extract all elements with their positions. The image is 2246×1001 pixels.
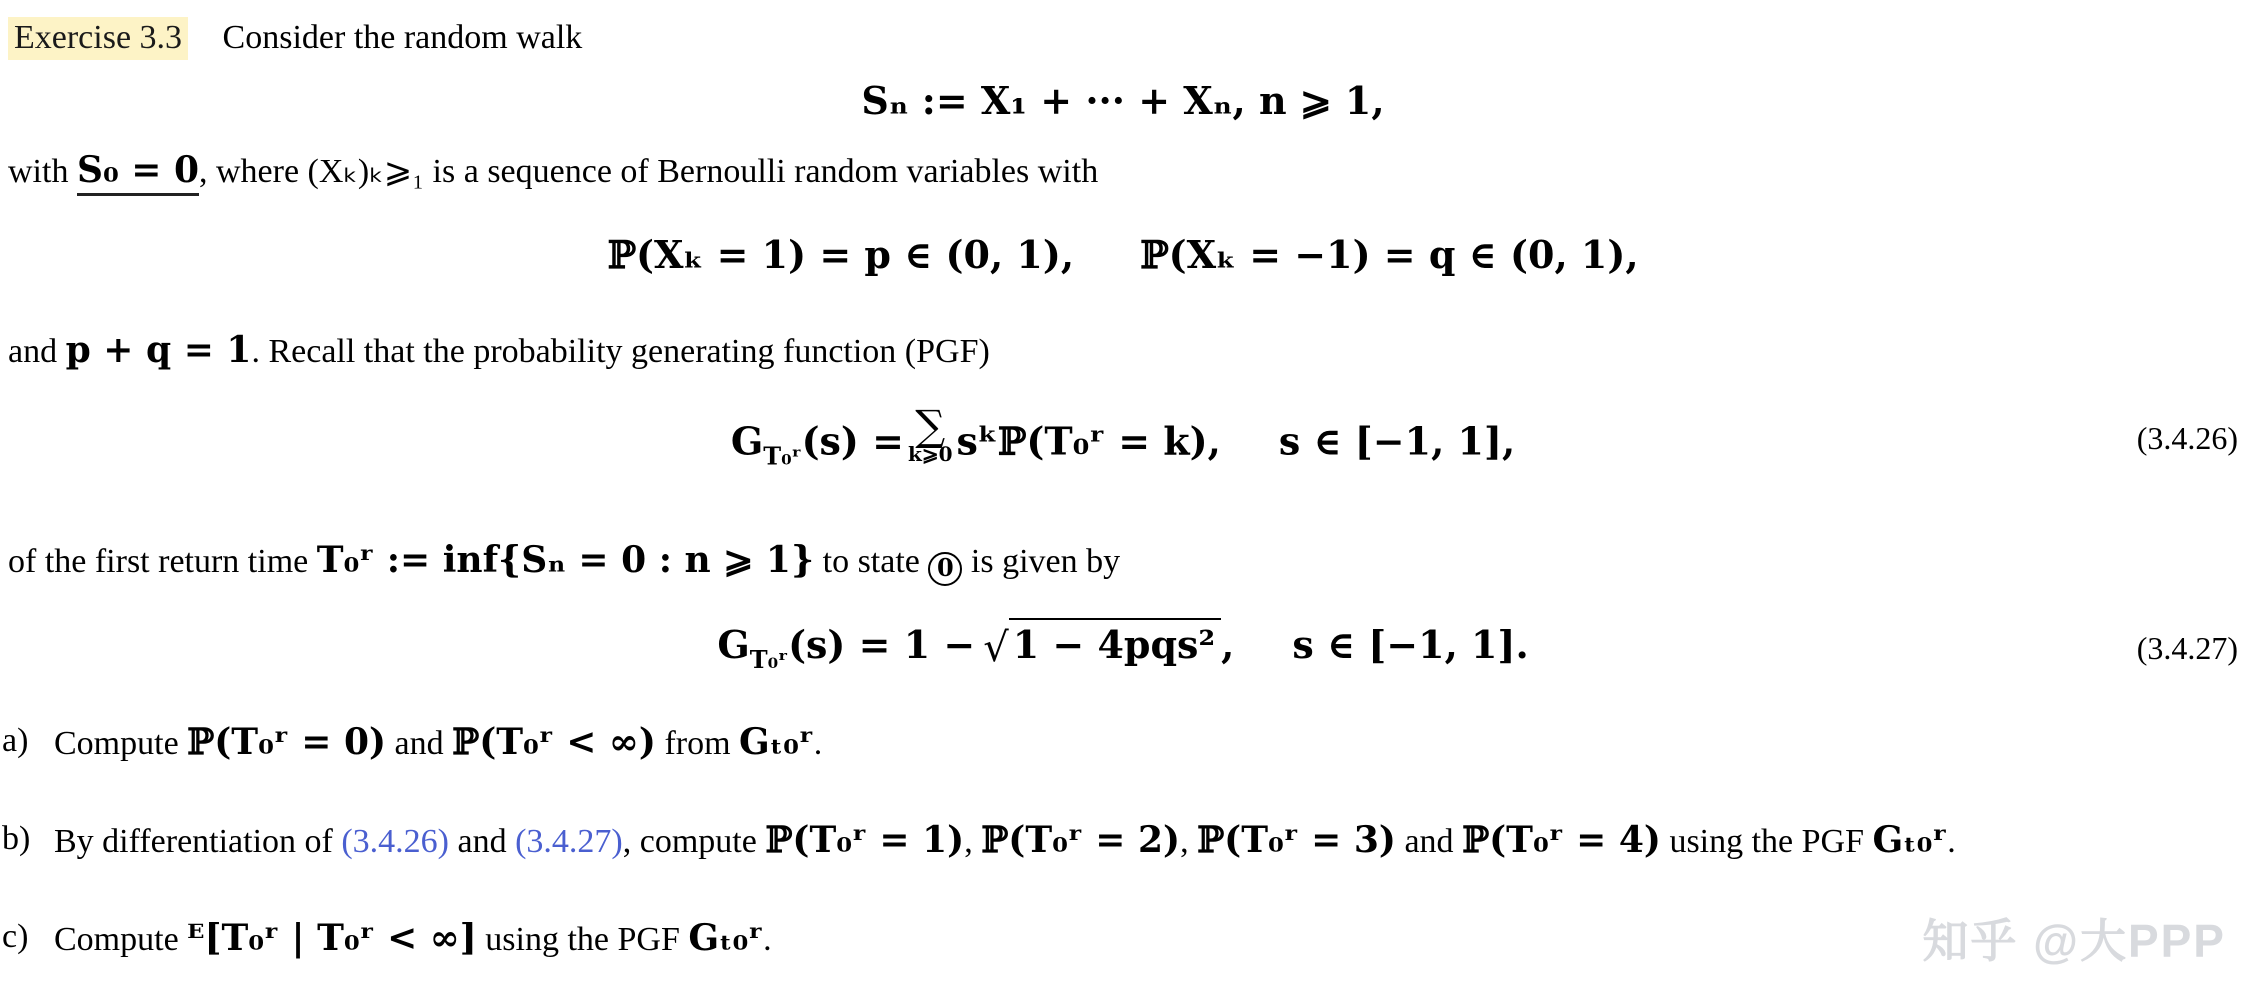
equation-number-3-4-27: (3.4.27) — [2136, 630, 2238, 666]
equation-bernoulli-right: ℙ(Xₖ = −1) = q ∈ (0, 1), — [1140, 232, 1639, 277]
item-b-part-6: , — [964, 823, 982, 860]
list-item-b — [54, 820, 1956, 861]
list-item-a-label: a) — [2, 722, 29, 759]
equation-3-tail: sᵏℙ(T₀ʳ = k), — [956, 418, 1221, 464]
line-first-return-time — [8, 540, 1120, 586]
equation-3-domain: s ∈ [−1, 1], — [1278, 418, 1516, 464]
item-b-part-12: using the PGF — [1660, 823, 1873, 860]
equation-3-body: (s) = — [801, 418, 904, 464]
pq-suffix-text: . Recall that the probability generating function (PGF) — [251, 333, 990, 370]
equation-4-domain: s ∈ [−1, 1]. — [1292, 622, 1529, 667]
equation-4-comma: , — [1221, 622, 1235, 667]
return-time-prefix: of the first return time — [8, 543, 317, 580]
item-b-part-2: and — [449, 823, 516, 860]
s0-suffix-text: , where (Xₖ)ₖ⩾₁ is a sequence of Bernoulli random variables with — [199, 153, 1099, 190]
item-c-part-3: Gₜ₀ʳ — [688, 917, 764, 959]
item-c-part-1: ᴱ[T₀ʳ | T₀ʳ < ∞] — [187, 917, 477, 959]
equation-bernoulli-left: ℙ(Xₖ = 1) = p ∈ (0, 1), — [607, 232, 1075, 277]
circled-zero-state: 0 — [928, 552, 962, 586]
line-pq-condition — [8, 330, 990, 371]
equation-pgf-definition — [0, 401, 2246, 471]
equation-sn-definition: Sₙ := X₁ + ··· + Xₙ, n ⩾ 1, — [861, 78, 1385, 123]
return-time-definition: T₀ʳ := inf{Sₙ = 0 : n ⩾ 1} — [316, 539, 815, 581]
pq-prefix-text: and — [8, 333, 66, 370]
list-item-c-label: c) — [2, 918, 29, 955]
s0-condition-math: S₀ = 0 — [77, 149, 199, 196]
item-b-part-10: and — [1395, 823, 1463, 860]
sum-lower-limit: k⩾0 — [907, 441, 953, 466]
item-c-part-4: . — [763, 921, 772, 958]
equation-4-mid: (s) = 1 − — [788, 622, 976, 667]
item-b-part-14: . — [1947, 823, 1956, 860]
equation-pgf-closed-form — [0, 618, 2246, 674]
list-item-a — [54, 722, 822, 763]
pq-condition-math: p + q = 1 — [65, 329, 252, 371]
item-a-part-0: Compute — [54, 725, 188, 762]
watermark: 知乎 @大PPP — [1922, 915, 2226, 967]
item-a-part-2: and — [386, 725, 453, 762]
item-a-part-1: ℙ(T₀ʳ = 0) — [187, 721, 387, 763]
equation-4-lhs: G — [717, 622, 750, 667]
equation-number-3-4-26: (3.4.26) — [2136, 420, 2238, 456]
item-c-part-2: using the PGF — [476, 921, 689, 958]
list-item-b-label: b) — [2, 820, 31, 857]
reference-link-3-4-26[interactable]: (3.4.26) — [341, 823, 450, 860]
item-c-part-0: Compute — [54, 921, 188, 958]
summation-operator — [907, 401, 953, 466]
item-b-part-0: By differentiation of — [54, 823, 342, 860]
return-time-suffix: is given by — [962, 543, 1121, 580]
line-s0-condition — [8, 150, 1098, 191]
equation-4-subscript: T₀ʳ — [749, 645, 789, 674]
item-b-part-9: ℙ(T₀ʳ = 3) — [1197, 819, 1396, 861]
radical-symbol: √ — [983, 625, 1009, 671]
equation-3-subscript: T₀ʳ — [763, 441, 802, 471]
equation-bernoulli-probabilities — [0, 232, 2246, 277]
equation-3-lhs: G — [730, 418, 764, 464]
item-b-part-5: ℙ(T₀ʳ = 1) — [765, 819, 965, 861]
s0-prefix-text: with — [8, 153, 77, 190]
item-a-part-6: . — [813, 725, 823, 762]
item-a-part-4: from — [655, 725, 740, 762]
radicand: 1 − 4pqs² — [1009, 618, 1221, 667]
exercise-tag: Exercise 3.3 — [8, 17, 188, 60]
exercise-intro-line — [8, 18, 582, 57]
item-b-part-11: ℙ(T₀ʳ = 4) — [1462, 819, 1661, 861]
item-b-part-13: Gₜ₀ʳ — [1872, 819, 1948, 861]
list-item-c — [54, 918, 772, 959]
item-b-part-4: , compute — [622, 823, 766, 860]
item-a-part-3: ℙ(T₀ʳ < ∞) — [452, 721, 656, 763]
reference-link-3-4-27[interactable]: (3.4.27) — [515, 823, 623, 860]
item-a-part-5: Gₜ₀ʳ — [739, 721, 814, 763]
square-root-expression — [979, 618, 1221, 671]
item-b-part-8: , — [1180, 823, 1198, 860]
return-time-mid: to state — [814, 543, 929, 580]
sum-symbol: ∑ — [915, 401, 946, 450]
item-b-part-7: ℙ(T₀ʳ = 2) — [981, 819, 1181, 861]
exercise-intro-text: Consider the random walk — [222, 19, 583, 56]
